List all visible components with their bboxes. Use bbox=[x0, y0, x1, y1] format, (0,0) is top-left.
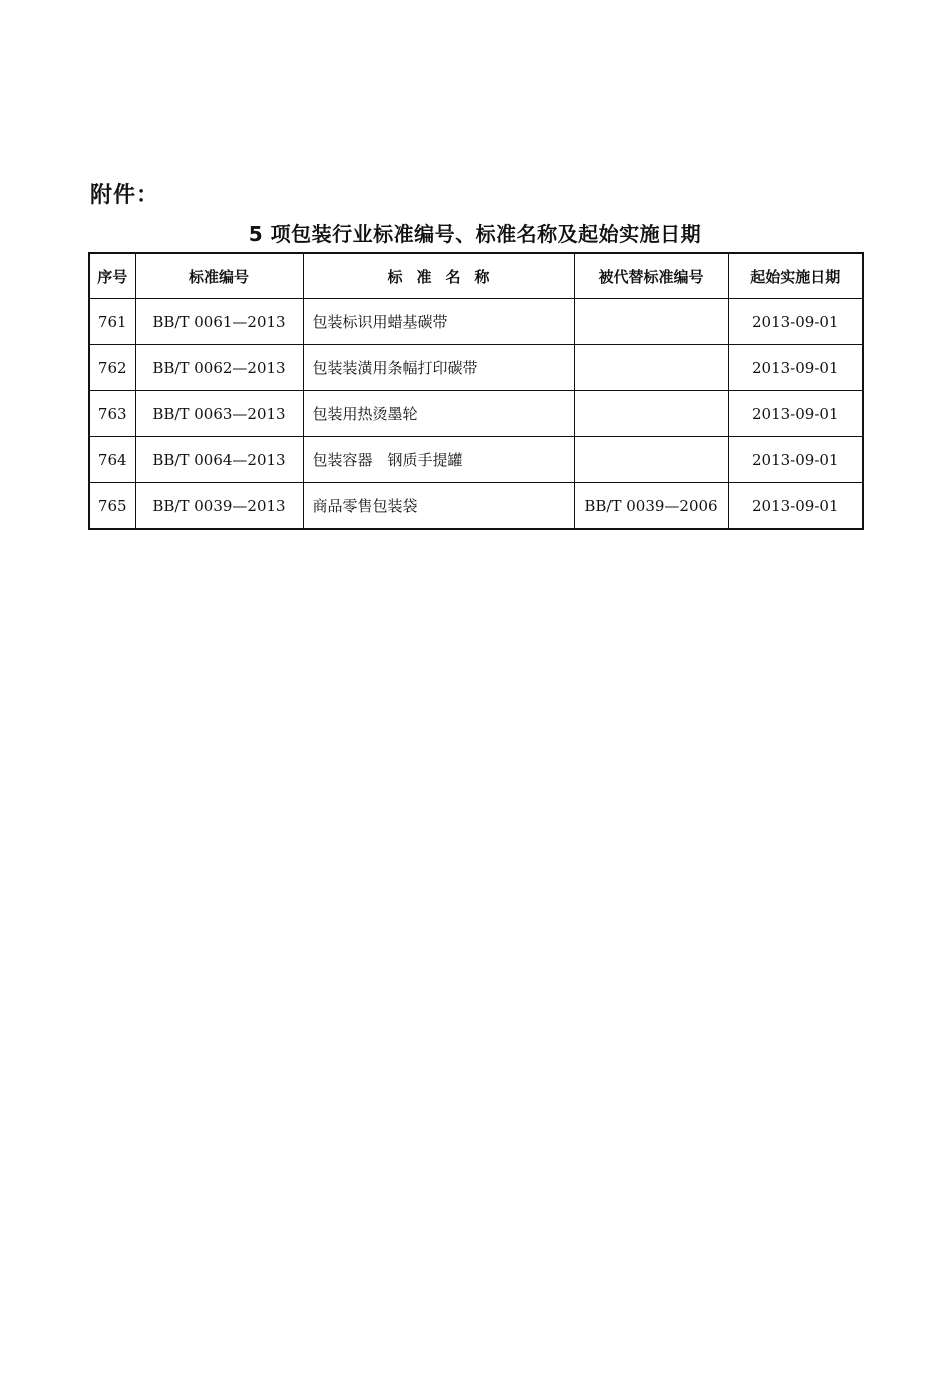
document-title: 5 项包装行业标准编号、标准名称及起始实施日期 bbox=[248, 222, 702, 246]
header-replaced-code: 被代替标准编号 bbox=[574, 253, 728, 299]
cell-replaced-code bbox=[574, 437, 728, 483]
table-row bbox=[89, 483, 863, 530]
cell-effective-date: 2013-09-01 bbox=[728, 299, 863, 345]
cell-standard-name: 包装用热烫墨轮 bbox=[303, 391, 574, 437]
cell-standard-code: BB/T 0061—2013 bbox=[135, 299, 303, 345]
cell-seq: 762 bbox=[89, 345, 135, 391]
cell-seq: 761 bbox=[89, 299, 135, 345]
header-seq: 序号 bbox=[89, 253, 135, 299]
cell-standard-name: 包装容器 钢质手提罐 bbox=[303, 437, 574, 483]
cell-standard-name: 商品零售包装袋 bbox=[303, 483, 574, 530]
table-row bbox=[89, 391, 863, 437]
cell-effective-date: 2013-09-01 bbox=[728, 345, 863, 391]
cell-seq: 763 bbox=[89, 391, 135, 437]
cell-standard-code: BB/T 0064—2013 bbox=[135, 437, 303, 483]
cell-replaced-code bbox=[574, 299, 728, 345]
cell-effective-date: 2013-09-01 bbox=[728, 391, 863, 437]
cell-standard-code: BB/T 0039—2013 bbox=[135, 483, 303, 530]
cell-effective-date: 2013-09-01 bbox=[728, 483, 863, 530]
cell-standard-code: BB/T 0062—2013 bbox=[135, 345, 303, 391]
table-row bbox=[89, 299, 863, 345]
header-standard-name: 标准名称 bbox=[303, 253, 574, 299]
standards-table bbox=[88, 252, 864, 530]
cell-standard-name: 包装标识用蜡基碳带 bbox=[303, 299, 574, 345]
cell-standard-code: BB/T 0063—2013 bbox=[135, 391, 303, 437]
attachment-label: 附件： bbox=[90, 183, 160, 208]
header-standard-code: 标准编号 bbox=[135, 253, 303, 299]
cell-standard-name: 包装装潢用条幅打印碳带 bbox=[303, 345, 574, 391]
table-row bbox=[89, 345, 863, 391]
cell-seq: 764 bbox=[89, 437, 135, 483]
header-effective-date: 起始实施日期 bbox=[728, 253, 863, 299]
cell-effective-date: 2013-09-01 bbox=[728, 437, 863, 483]
table-header-row bbox=[89, 253, 863, 299]
cell-replaced-code: BB/T 0039—2006 bbox=[574, 483, 728, 530]
table-row bbox=[89, 437, 863, 483]
cell-seq: 765 bbox=[89, 483, 135, 530]
cell-replaced-code bbox=[574, 345, 728, 391]
cell-replaced-code bbox=[574, 391, 728, 437]
